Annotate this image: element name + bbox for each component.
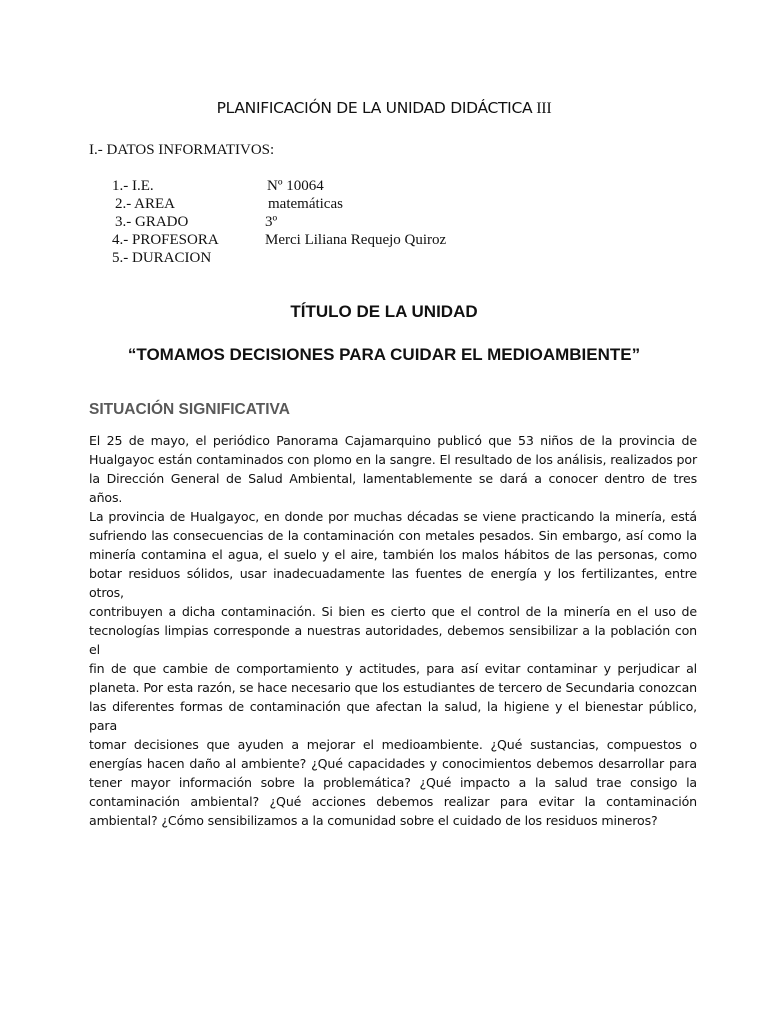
paragraph-line: la Dirección General de Salud Ambiental, lamentablemente se dará a conocer dentro de tres años. xyxy=(89,471,697,505)
info-value-ie: Nº 10064 xyxy=(267,178,324,194)
situation-paragraph xyxy=(89,431,697,830)
info-label-ie: 1.- I.E. xyxy=(112,178,154,194)
document-title-number: III xyxy=(536,100,552,117)
info-value-grado: 3º xyxy=(265,214,278,230)
paragraph-line: energías hacen daño al ambiente? ¿Qué capacidades y conocimientos debemos desarrollar para xyxy=(89,756,697,771)
info-label-duracion: 5.- DURACION xyxy=(112,250,212,266)
paragraph-line: sufriendo las consecuencias de la contaminación con metales pesados. Sin embargo, así como la xyxy=(89,528,697,543)
paragraph-line: Hualgayoc están contaminados con plomo en la sangre. El resultado de los análisis, realizados por xyxy=(89,452,697,467)
paragraph-line: ambiental? ¿Cómo sensibilizamos a la comunidad sobre el cuidado de los residuos mineros? xyxy=(89,813,658,828)
info-value-area: matemáticas xyxy=(268,196,343,212)
paragraph-line: minería contamina el agua, el suelo y el aire, también los malos hábitos de las personas, como xyxy=(89,547,697,562)
paragraph-line: La provincia de Hualgayoc, en donde por muchas décadas se viene practicando la minería, está xyxy=(89,509,697,524)
situation-heading: SITUACIÓN SIGNIFICATIVA xyxy=(89,401,290,418)
paragraph-line: El 25 de mayo, el periódico Panorama Cajamarquino publicó que 53 niños de la provincia de xyxy=(89,433,697,448)
section-heading-datos: I.- DATOS INFORMATIVOS: xyxy=(89,142,275,158)
paragraph-line: tener mayor información sobre la problemática? ¿Qué impacto a la salud trae consigo la xyxy=(89,775,697,790)
paragraph-line: planeta. Por esta razón, se hace necesario que los estudiantes de tercero de Secundaria conozcan xyxy=(89,680,697,695)
info-value-profesora: Merci Liliana Requejo Quiroz xyxy=(265,232,447,248)
document-title-text: PLANIFICACIÓN DE LA UNIDAD DIDÁCTICA xyxy=(216,99,533,117)
document-title xyxy=(0,99,768,118)
paragraph-line: tomar decisiones que ayuden a mejorar el medioambiente. ¿Qué sustancias, compuestos o xyxy=(89,737,697,752)
paragraph-line: botar residuos sólidos, usar inadecuadamente las fuentes de energía y los fertilizantes, entre otros, xyxy=(89,566,697,600)
paragraph-line: tecnologías limpias corresponde a nuestras autoridades, debemos sensibilizar a la población con el xyxy=(89,623,697,657)
unit-title-heading: TÍTULO DE LA UNIDAD xyxy=(290,302,478,321)
unit-title: “TOMAMOS DECISIONES PARA CUIDAR EL MEDIOAMBIENTE” xyxy=(127,345,641,364)
paragraph-line: contaminación ambiental? ¿Qué acciones debemos realizar para evitar la contaminación xyxy=(89,794,697,809)
info-label-grado: 3.- GRADO xyxy=(115,214,189,230)
paragraph-line: fin de que cambie de comportamiento y actitudes, para así evitar contaminar y perjudicar al xyxy=(89,661,697,676)
paragraph-line: las diferentes formas de contaminación que afectan la salud, la higiene y el bienestar público, para xyxy=(89,699,697,733)
paragraph-line: contribuyen a dicha contaminación. Si bien es cierto que el control de la minería en el uso de xyxy=(89,604,697,619)
info-label-area: 2.- AREA xyxy=(115,196,175,212)
info-label-profesora: 4.- PROFESORA xyxy=(112,232,219,248)
